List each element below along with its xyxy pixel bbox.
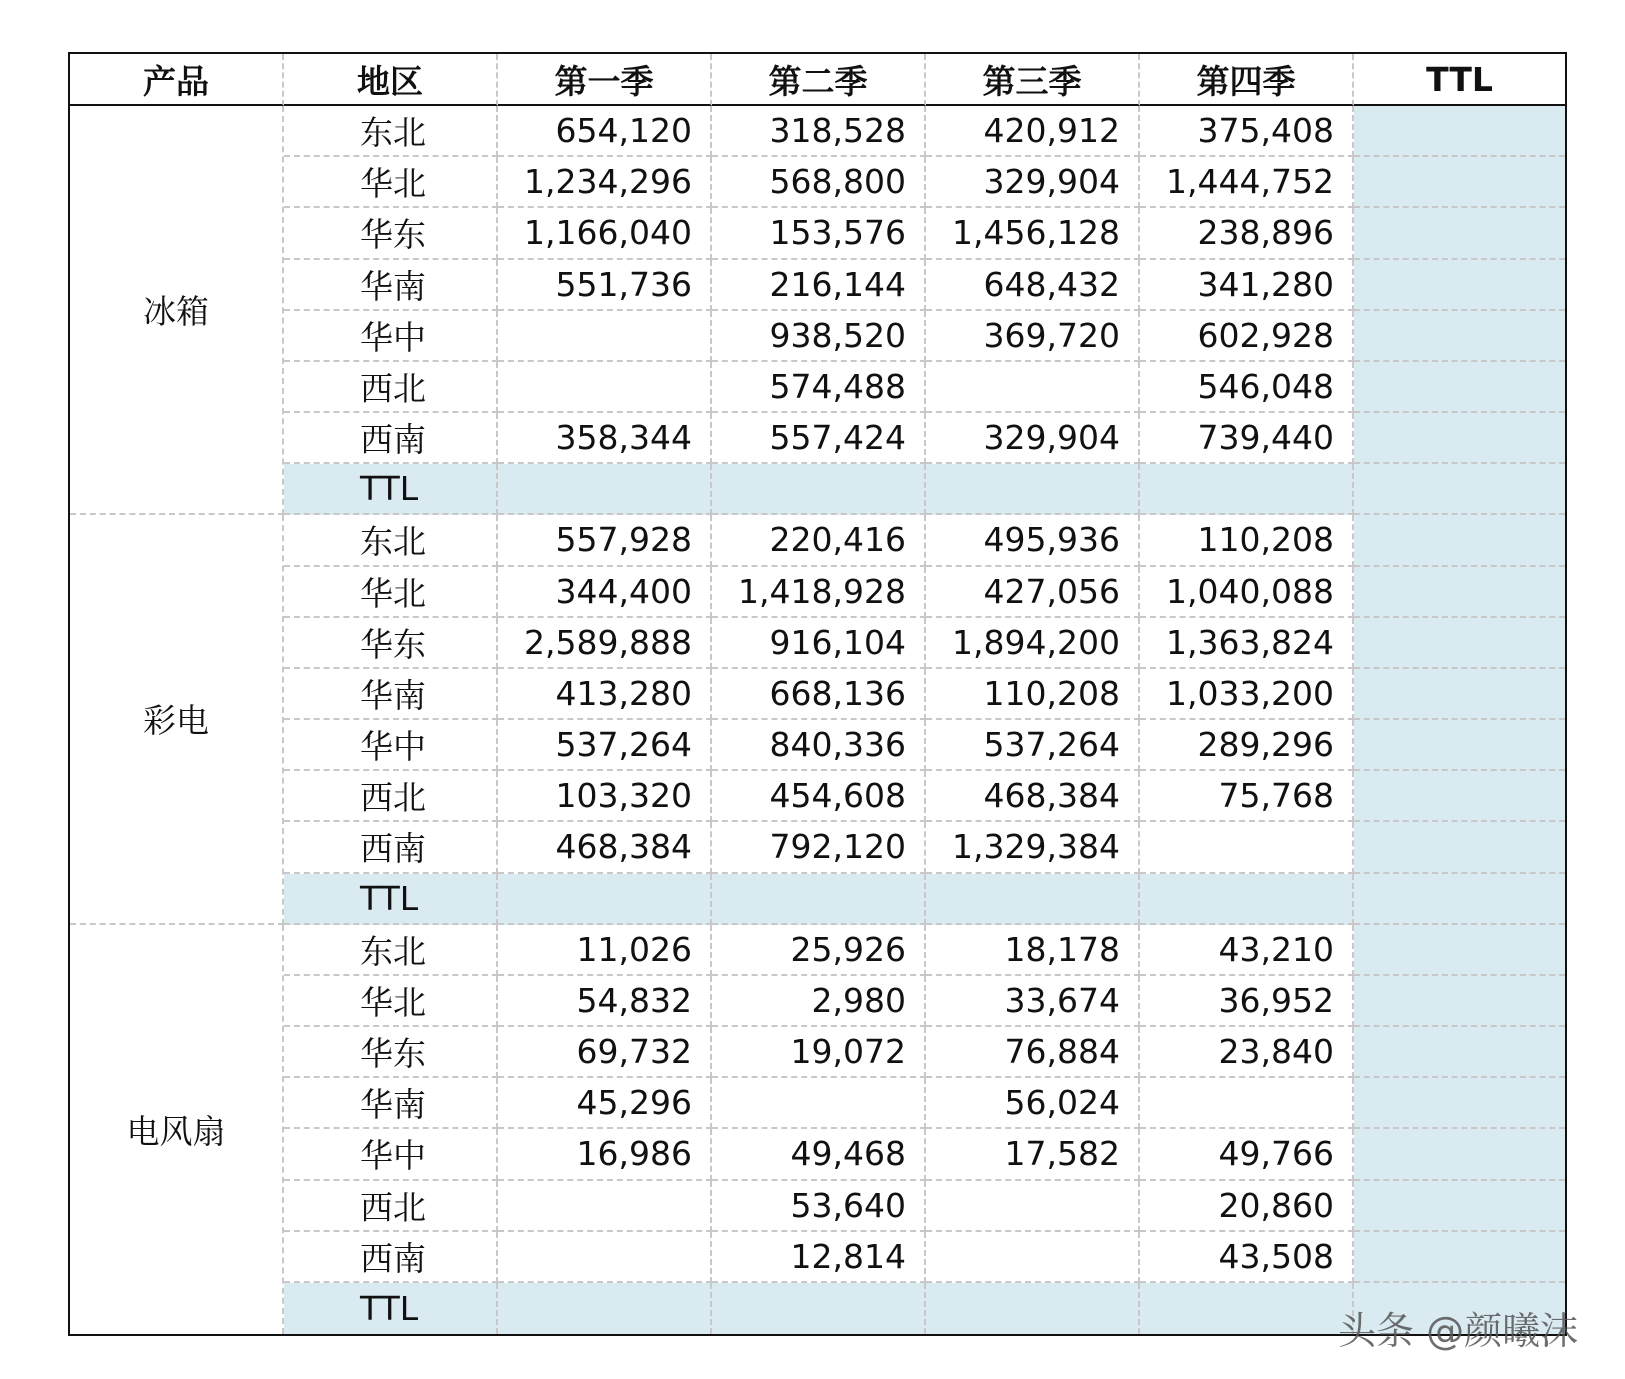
value-cell: 18,178 [926, 925, 1140, 976]
subtotal-cell [498, 874, 712, 925]
value-cell: 25,926 [712, 925, 926, 976]
row-total-cell [1354, 976, 1565, 1027]
value-cell: 792,120 [712, 822, 926, 873]
value-cell: 648,432 [926, 260, 1140, 311]
watermark: 头条 @颜曦沫 [1338, 1309, 1579, 1353]
row-total-cell [1354, 822, 1565, 873]
value-cell: 546,048 [1140, 362, 1354, 413]
row-total-cell [1354, 208, 1565, 259]
value-cell: 413,280 [498, 669, 712, 720]
value-cell: 19,072 [712, 1027, 926, 1078]
row-total-cell [1354, 464, 1565, 515]
value-cell: 1,418,928 [712, 567, 926, 618]
value-cell: 375,408 [1140, 106, 1354, 157]
value-cell: 1,033,200 [1140, 669, 1354, 720]
value-cell: 468,384 [498, 822, 712, 873]
subtotal-cell [498, 464, 712, 515]
value-cell: 358,344 [498, 413, 712, 464]
row-total-cell [1354, 720, 1565, 771]
region-cell: 华北 [284, 157, 498, 208]
subtotal-cell [498, 1283, 712, 1334]
region-cell: 华东 [284, 618, 498, 669]
row-total-cell [1354, 618, 1565, 669]
value-cell: 916,104 [712, 618, 926, 669]
region-cell: 西南 [284, 822, 498, 873]
sales-table [68, 52, 1567, 1336]
row-total-cell [1354, 1027, 1565, 1078]
value-cell: 1,234,296 [498, 157, 712, 208]
region-cell: 华中 [284, 1129, 498, 1180]
value-cell: 1,894,200 [926, 618, 1140, 669]
region-cell: 东北 [284, 515, 498, 566]
value-cell: 557,928 [498, 515, 712, 566]
value-cell: 110,208 [926, 669, 1140, 720]
row-total-cell [1354, 1078, 1565, 1129]
value-cell: 537,264 [926, 720, 1140, 771]
value-cell [1140, 1078, 1354, 1129]
value-cell: 574,488 [712, 362, 926, 413]
row-total-cell [1354, 311, 1565, 362]
value-cell: 289,296 [1140, 720, 1354, 771]
subtotal-cell [926, 874, 1140, 925]
value-cell: 220,416 [712, 515, 926, 566]
value-cell: 43,210 [1140, 925, 1354, 976]
subtotal-cell [712, 464, 926, 515]
value-cell: 2,980 [712, 976, 926, 1027]
value-cell: 12,814 [712, 1232, 926, 1283]
region-cell: 西南 [284, 413, 498, 464]
subtotal-label: TTL [284, 874, 498, 925]
subtotal-label: TTL [284, 464, 498, 515]
value-cell: 33,674 [926, 976, 1140, 1027]
value-cell: 54,832 [498, 976, 712, 1027]
value-cell [712, 1078, 926, 1129]
row-total-cell [1354, 669, 1565, 720]
value-cell: 238,896 [1140, 208, 1354, 259]
region-cell: 华南 [284, 1078, 498, 1129]
value-cell: 49,766 [1140, 1129, 1354, 1180]
value-cell: 454,608 [712, 771, 926, 822]
value-cell: 11,026 [498, 925, 712, 976]
value-cell: 551,736 [498, 260, 712, 311]
value-cell: 840,336 [712, 720, 926, 771]
value-cell: 329,904 [926, 157, 1140, 208]
header-3: 第二季 [712, 54, 926, 106]
value-cell: 16,986 [498, 1129, 712, 1180]
subtotal-cell [926, 1283, 1140, 1334]
value-cell: 69,732 [498, 1027, 712, 1078]
value-cell: 344,400 [498, 567, 712, 618]
value-cell: 216,144 [712, 260, 926, 311]
value-cell: 17,582 [926, 1129, 1140, 1180]
value-cell: 668,136 [712, 669, 926, 720]
value-cell: 36,952 [1140, 976, 1354, 1027]
value-cell: 329,904 [926, 413, 1140, 464]
value-cell: 568,800 [712, 157, 926, 208]
value-cell: 103,320 [498, 771, 712, 822]
value-cell: 1,166,040 [498, 208, 712, 259]
row-total-cell [1354, 157, 1565, 208]
value-cell: 2,589,888 [498, 618, 712, 669]
value-cell: 557,424 [712, 413, 926, 464]
subtotal-cell [712, 874, 926, 925]
header-0: 产品 [70, 54, 284, 106]
region-cell: 西北 [284, 771, 498, 822]
value-cell: 23,840 [1140, 1027, 1354, 1078]
region-cell: 西南 [284, 1232, 498, 1283]
value-cell: 602,928 [1140, 311, 1354, 362]
region-cell: 华中 [284, 311, 498, 362]
value-cell: 1,363,824 [1140, 618, 1354, 669]
region-cell: 东北 [284, 925, 498, 976]
value-cell: 110,208 [1140, 515, 1354, 566]
region-cell: 西北 [284, 1181, 498, 1232]
value-cell [498, 362, 712, 413]
value-cell: 369,720 [926, 311, 1140, 362]
value-cell [926, 1232, 1140, 1283]
value-cell [498, 1181, 712, 1232]
row-total-cell [1354, 106, 1565, 157]
subtotal-cell [1140, 874, 1354, 925]
header-2: 第一季 [498, 54, 712, 106]
product-label: 冰箱 [70, 106, 284, 515]
value-cell [926, 1181, 1140, 1232]
value-cell [926, 362, 1140, 413]
header-5: 第四季 [1140, 54, 1354, 106]
region-cell: 华东 [284, 208, 498, 259]
row-total-cell [1354, 260, 1565, 311]
row-total-cell [1354, 874, 1565, 925]
value-cell: 43,508 [1140, 1232, 1354, 1283]
region-cell: 华东 [284, 1027, 498, 1078]
region-cell: 西北 [284, 362, 498, 413]
region-cell: 华北 [284, 567, 498, 618]
value-cell [498, 1232, 712, 1283]
value-cell: 318,528 [712, 106, 926, 157]
value-cell: 427,056 [926, 567, 1140, 618]
value-cell: 53,640 [712, 1181, 926, 1232]
value-cell: 495,936 [926, 515, 1140, 566]
row-total-cell [1354, 515, 1565, 566]
product-label: 电风扇 [70, 925, 284, 1334]
product-label: 彩电 [70, 515, 284, 924]
region-cell: 华北 [284, 976, 498, 1027]
value-cell: 537,264 [498, 720, 712, 771]
value-cell: 75,768 [1140, 771, 1354, 822]
value-cell [1140, 822, 1354, 873]
value-cell: 654,120 [498, 106, 712, 157]
value-cell [498, 311, 712, 362]
value-cell: 420,912 [926, 106, 1140, 157]
value-cell: 76,884 [926, 1027, 1140, 1078]
subtotal-cell [1140, 464, 1354, 515]
value-cell: 1,444,752 [1140, 157, 1354, 208]
row-total-cell [1354, 413, 1565, 464]
value-cell: 739,440 [1140, 413, 1354, 464]
region-cell: 华南 [284, 669, 498, 720]
region-cell: 华南 [284, 260, 498, 311]
value-cell: 45,296 [498, 1078, 712, 1129]
row-total-cell [1354, 1129, 1565, 1180]
subtotal-cell [1140, 1283, 1354, 1334]
value-cell: 56,024 [926, 1078, 1140, 1129]
value-cell: 49,468 [712, 1129, 926, 1180]
header-6: TTL [1354, 54, 1565, 106]
value-cell: 341,280 [1140, 260, 1354, 311]
row-total-cell [1354, 1181, 1565, 1232]
value-cell: 1,456,128 [926, 208, 1140, 259]
subtotal-label: TTL [284, 1283, 498, 1334]
value-cell: 20,860 [1140, 1181, 1354, 1232]
row-total-cell [1354, 771, 1565, 822]
value-cell: 1,040,088 [1140, 567, 1354, 618]
header-4: 第三季 [926, 54, 1140, 106]
region-cell: 东北 [284, 106, 498, 157]
row-total-cell [1354, 567, 1565, 618]
subtotal-cell [926, 464, 1140, 515]
row-total-cell [1354, 925, 1565, 976]
row-total-cell [1354, 1232, 1565, 1283]
row-total-cell [1354, 362, 1565, 413]
region-cell: 华中 [284, 720, 498, 771]
subtotal-cell [712, 1283, 926, 1334]
header-1: 地区 [284, 54, 498, 106]
value-cell: 153,576 [712, 208, 926, 259]
value-cell: 468,384 [926, 771, 1140, 822]
value-cell: 938,520 [712, 311, 926, 362]
value-cell: 1,329,384 [926, 822, 1140, 873]
